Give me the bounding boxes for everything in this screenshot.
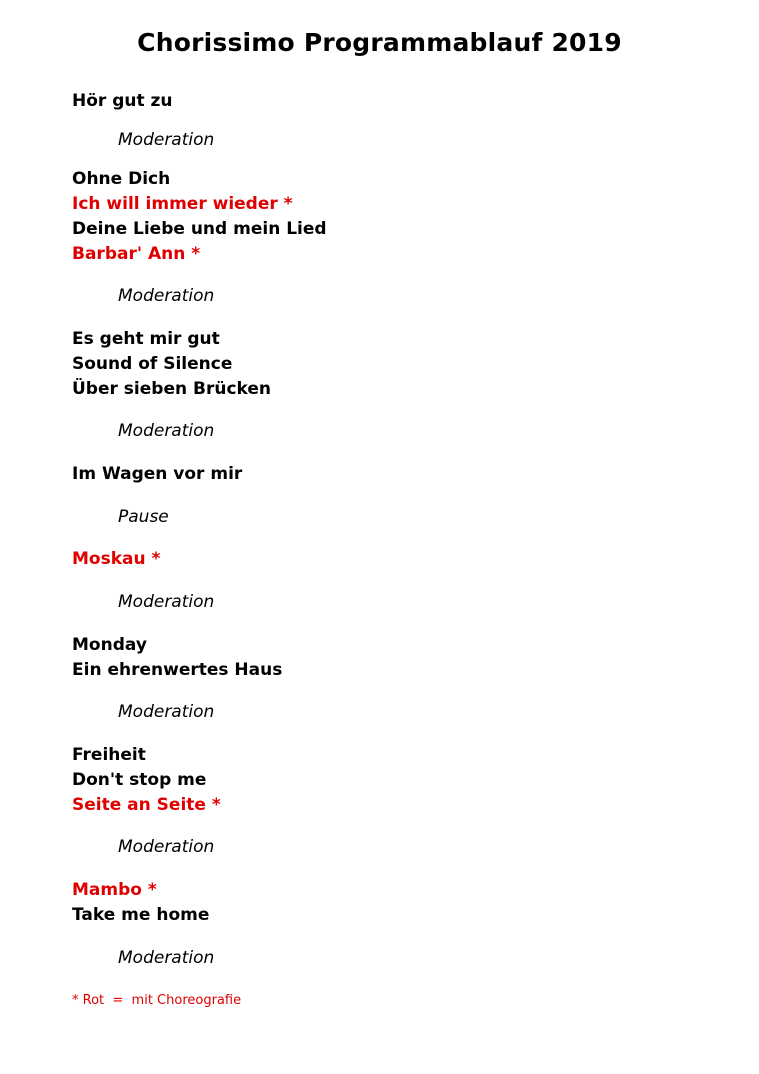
song-item-choreo: Barbar' Ann * — [72, 244, 201, 264]
song-item: Sound of Silence — [72, 354, 233, 374]
moderation-item: Moderation — [118, 948, 215, 968]
song-item: Take me home — [72, 905, 210, 925]
song-item: Hör gut zu — [72, 91, 173, 111]
song-item: Es geht mir gut — [72, 329, 220, 349]
song-item: Don't stop me — [72, 770, 207, 790]
song-item: Freiheit — [72, 745, 146, 765]
song-item: Im Wagen vor mir — [72, 464, 243, 484]
song-item-choreo: Seite an Seite * — [72, 795, 221, 815]
song-item: Über sieben Brücken — [72, 379, 272, 399]
page-title: Chorissimo Programmablauf 2019 — [137, 28, 622, 57]
legend-footnote: * Rot = mit Choreografie — [72, 993, 242, 1008]
song-item-choreo: Mambo * — [72, 880, 157, 900]
song-item: Ohne Dich — [72, 169, 171, 189]
pause-item: Pause — [118, 507, 169, 527]
moderation-item: Moderation — [118, 286, 215, 306]
song-item-choreo: Moskau * — [72, 549, 161, 569]
moderation-item: Moderation — [118, 421, 215, 441]
moderation-item: Moderation — [118, 130, 215, 150]
song-item: Monday — [72, 635, 147, 655]
moderation-item: Moderation — [118, 592, 215, 612]
song-item: Ein ehrenwertes Haus — [72, 660, 283, 680]
song-item-choreo: Ich will immer wieder * — [72, 194, 293, 214]
moderation-item: Moderation — [118, 837, 215, 857]
song-item: Deine Liebe und mein Lied — [72, 219, 327, 239]
moderation-item: Moderation — [118, 702, 215, 722]
